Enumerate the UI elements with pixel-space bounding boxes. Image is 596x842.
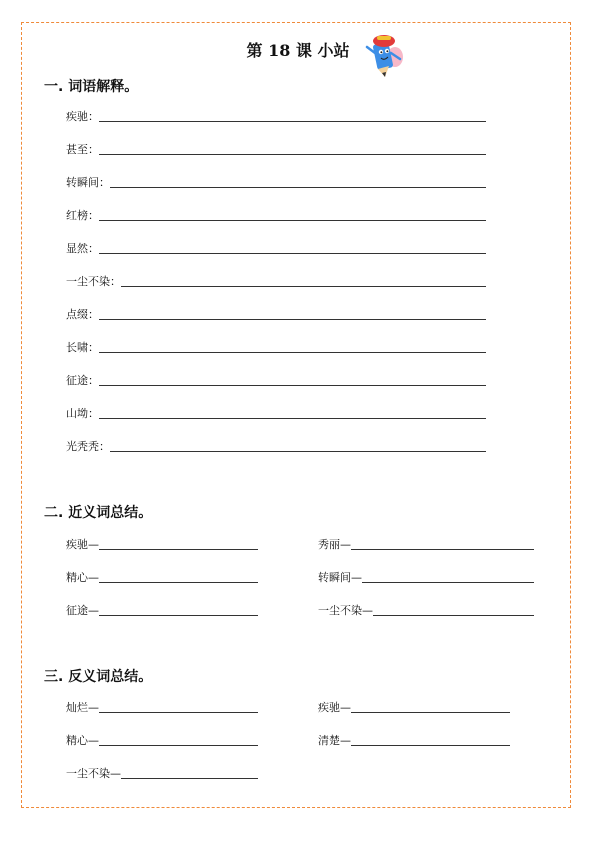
answer-line[interactable]	[99, 253, 486, 254]
pencil-mascot-icon	[362, 29, 408, 79]
definition-term: 红榜：	[66, 209, 99, 222]
answer-line[interactable]	[362, 582, 534, 583]
synonym-term: 一尘不染—	[318, 604, 373, 617]
definition-term: 甚至：	[66, 143, 99, 156]
answer-line[interactable]	[110, 451, 486, 452]
synonym-term: 转瞬间—	[318, 571, 362, 584]
answer-line[interactable]	[351, 712, 510, 713]
definition-term: 一尘不染：	[66, 275, 121, 288]
definition-term: 疾驰：	[66, 110, 99, 123]
answer-line[interactable]	[99, 319, 486, 320]
answer-line[interactable]	[99, 745, 258, 746]
definition-row	[66, 306, 486, 322]
definition-row	[66, 339, 486, 355]
antonym-left-row	[66, 732, 258, 748]
definition-row	[66, 141, 486, 157]
answer-line[interactable]	[373, 615, 534, 616]
answer-line[interactable]	[121, 778, 258, 779]
answer-line[interactable]	[99, 385, 486, 386]
answer-line[interactable]	[351, 745, 510, 746]
synonym-term: 征途—	[66, 604, 99, 617]
definition-term: 长啸：	[66, 341, 99, 354]
definition-row	[66, 405, 486, 421]
antonym-term: 一尘不染—	[66, 767, 121, 780]
answer-line[interactable]	[110, 187, 486, 188]
definition-row	[66, 174, 486, 190]
antonym-term: 疾驰—	[318, 701, 351, 714]
synonym-right-row	[318, 536, 534, 552]
definition-term: 征途：	[66, 374, 99, 387]
answer-line[interactable]	[99, 154, 486, 155]
section-heading-synonyms: 二. 近义词总结。	[44, 505, 153, 521]
synonym-term: 秀丽—	[318, 538, 351, 551]
synonym-left-row	[66, 569, 258, 585]
synonym-term: 精心—	[66, 571, 99, 584]
answer-line[interactable]	[99, 615, 258, 616]
definition-term: 山坳：	[66, 407, 99, 420]
answer-line[interactable]	[99, 549, 258, 550]
antonym-right-row	[318, 732, 510, 748]
synonym-term: 疾驰—	[66, 538, 99, 551]
antonym-term: 清楚—	[318, 734, 351, 747]
page-title: 第 18 课 小站	[246, 41, 350, 60]
answer-line[interactable]	[121, 286, 486, 287]
synonym-right-row	[318, 569, 534, 585]
antonym-term: 灿烂—	[66, 701, 99, 714]
antonym-left-row	[66, 765, 258, 781]
answer-line[interactable]	[351, 549, 534, 550]
answer-line[interactable]	[99, 712, 258, 713]
synonym-right-row	[318, 602, 534, 618]
definition-term: 点缀：	[66, 308, 99, 321]
antonym-right-row	[318, 699, 510, 715]
answer-line[interactable]	[99, 418, 486, 419]
antonym-term: 精心—	[66, 734, 99, 747]
definition-row	[66, 207, 486, 223]
synonym-left-row	[66, 602, 258, 618]
definition-row	[66, 372, 486, 388]
definition-row	[66, 273, 486, 289]
answer-line[interactable]	[99, 220, 486, 221]
answer-line[interactable]	[99, 352, 486, 353]
section-heading-antonyms: 三. 反义词总结。	[44, 669, 153, 685]
antonym-left-row	[66, 699, 258, 715]
synonym-left-row	[66, 536, 258, 552]
definition-row	[66, 240, 486, 256]
definition-row	[66, 438, 486, 454]
definition-term: 光秃秃：	[66, 440, 110, 453]
section-heading-definitions: 一. 词语解释。	[44, 79, 139, 95]
definition-term: 显然：	[66, 242, 99, 255]
answer-line[interactable]	[99, 121, 486, 122]
definition-term: 转瞬间：	[66, 176, 110, 189]
definition-row	[66, 108, 486, 124]
answer-line[interactable]	[99, 582, 258, 583]
